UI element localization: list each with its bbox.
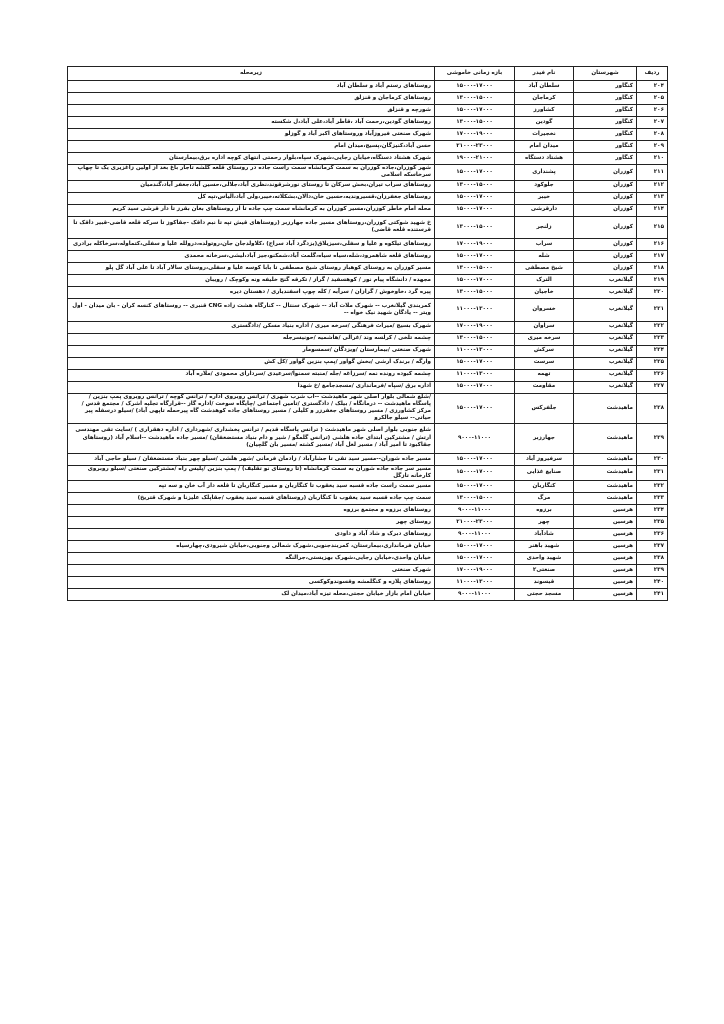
cell-feeder: شهید واحدی [515,553,574,565]
cell-city: ماهیدشت [574,453,637,465]
cell-radif: ۲۳۴ [637,505,668,517]
table-row [68,141,668,153]
cell-city: کنگاور [574,105,637,117]
cell-area: روستاهای دبرک و شاد آباد و داودی [68,529,435,541]
cell-feeder: شله [515,251,574,263]
table-row [68,239,668,251]
cell-feeder: سرفیروز آباد [515,453,574,465]
table-row [68,299,668,322]
cell-city: هرسین [574,589,637,601]
cell-area: روستای چهر [68,517,435,529]
cell-area: حسن آباد،کنیزگان،پسیج،میدان امام [68,141,435,153]
cell-time-range: ۱۵۰۰۰-۱۷۰۰۰ [435,381,515,393]
cell-time-range: ۱۱۰۰۰-۱۳۰۰۰ [435,299,515,322]
cell-area: روستاهای رستم آباد و سلطان آباد [68,81,435,93]
cell-city: هرسین [574,577,637,589]
cell-time-range: ۱۳۰۰۰-۱۵۰۰۰ [435,180,515,192]
cell-city: کوزران [574,263,637,275]
cell-area: روستاهای قلعه شاهمرود،شله،سیاه سیاه،گلمت آباد،شمکنو،جیز آباد،لیشی،سرخانه محمدی [68,251,435,263]
table-row [68,381,668,393]
table-row [68,577,668,589]
cell-area: شهرک بسیج /میراث فرهنگی /سرخه میری / اداره بنیاد مسکن /دادگستری [68,321,435,333]
table-row [68,589,668,601]
cell-feeder: کرماجان [515,93,574,105]
cell-radif: ۲۱۴ [637,204,668,216]
cell-city: کوزران [574,239,637,251]
cell-city: کوزران [574,204,637,216]
cell-feeder: مرگ [515,493,574,505]
cell-feeder: پشنداری [515,165,574,181]
cell-radif: ۲۱۳ [637,192,668,204]
cell-area: /شلغ شمالی بلوار اصلی شهر ماهیدشت --آب شرب شهری / ترانس روبروی اداره / ترانس کوچه / ترانس روبروی پمپ بنزین /پاسگاه ماهیدشت -- درمانگاه / بیلک / دادگستری /تامین اجتماعی /چایگاه سوخت /اداره گاز --قرارگاه تجلیه اشرک / مجتمع قدس /مرکز کشاورزی / مسیر روستاهای جعفرزر و کلیلی / مسیر روستاهای جاده کوهدشت گاه پیرحمله تاپهی آباد) /سیلو درسفله پیر حیاتی-- سیلو جالکرو [68,393,435,423]
header-feeder: نام فیدر [515,67,574,81]
cell-time-range: ۱۷۰۰۰-۱۹۰۰۰ [435,239,515,251]
cell-feeder: شهید باهنر [515,541,574,553]
cell-area: شهرک صنعتی فیروزآباد وروستاهای اکبر آباد و گوزلو [68,129,435,141]
cell-feeder: جهارزبر [515,423,574,453]
cell-city: هرسین [574,541,637,553]
cell-time-range: ۱۹۰۰۰-۲۱۰۰۰ [435,153,515,165]
cell-city: ماهیدشت [574,481,637,493]
cell-feeder: جلفرکس [515,393,574,423]
cell-city: گیلانغرب [574,321,637,333]
cell-city: هرسین [574,553,637,565]
cell-radif: ۲۰۷ [637,117,668,129]
cell-city: کوزران [574,192,637,204]
cell-city: کنگاور [574,93,637,105]
cell-time-range: ۱۵۰۰۰-۱۷۰۰۰ [435,453,515,465]
cell-city: گیلانغرب [574,333,637,345]
cell-area: شلغ جنوبی بلوار اصلی شهر ماهیدشت ( ترانس پاسگاه قدیم / ترانس پخشداری /شهرداری / اداره دهقراری ) /سایت تقی مهندسی ارتش / مشترکین ابتدای جاده هلشی (ترانس گلمگو / شیر و دام بنیاد مستضعفان) /مسیر جاده ماهیدشت --اسلام آباد (روستاهای جقاکبود تا امیر آباد / مسیر لعل آباد /مسیر کشته /مسیر بان گلچیان) [68,423,435,453]
table-row [68,275,668,287]
cell-time-range: ۱۵۰۰۰-۱۷۰۰۰ [435,192,515,204]
cell-feeder: سلطان آباد [515,81,574,93]
cell-city: هرسین [574,529,637,541]
cell-area: چشمه کبوده رونده نمه /سرزاغه /جله /منبته سمنوا/سرعیدی /سردارای محمودی /ملاره آباد [68,369,435,381]
cell-time-range: ۱۳۰۰۰-۱۵۰۰۰ [435,263,515,275]
cell-radif: ۲۲۳ [637,333,668,345]
cell-time-range: ۱۷۰۰۰-۱۹۰۰۰ [435,565,515,577]
cell-time-range: ۱۳۰۰۰-۱۵۰۰۰ [435,117,515,129]
cell-radif: ۲۲۱ [637,299,668,322]
cell-radif: ۲۱۶ [637,239,668,251]
cell-radif: ۲۴۰ [637,577,668,589]
table-row [68,263,668,275]
cell-city: کوزران [574,165,637,181]
cell-area: شورچه و قنزلق [68,105,435,117]
cell-radif: ۲۳۶ [637,529,668,541]
cell-area: روستاهای پلازه و کنگلمشه وقسوندوکوکسی [68,577,435,589]
cell-city: کنگاور [574,81,637,93]
cell-area: روستاهای گودین،رحمت آباد ،قاطر آباد،علی آباد،ل شکسته [68,117,435,129]
cell-radif: ۲۱۹ [637,275,668,287]
cell-time-range: ۱۵۰۰۰-۱۷۰۰۰ [435,553,515,565]
cell-radif: ۲۲۷ [637,381,668,393]
cell-time-range: ۹۰۰۰-۱۱۰۰۰ [435,589,515,601]
cell-radif: ۲۲۲ [637,321,668,333]
cell-city: گیلانغرب [574,369,637,381]
table-row [68,393,668,423]
cell-radif: ۲۲۸ [637,393,668,423]
cell-area: روستاهای کرماجان و قنزلق [68,93,435,105]
cell-city: گیلانغرب [574,381,637,393]
cell-time-range: ۱۵۰۰۰-۱۷۰۰۰ [435,275,515,287]
cell-area: شهرک هشتاد دستگاه،خیابان رجایی،شهرک سپاه،بلوار رحمتی انتهای کوچه اداره برق،بیمارستان [68,153,435,165]
cell-feeder: شیخ مصطفی [515,263,574,275]
cell-radif: ۲۳۰ [637,453,668,465]
cell-feeder: کشاورز [515,105,574,117]
cell-feeder: مسجد حجتی [515,589,574,601]
cell-city: گیلانغرب [574,287,637,299]
cell-time-range: ۱۵۰۰۰-۱۷۰۰۰ [435,481,515,493]
cell-city: هرسین [574,505,637,517]
cell-city: کوزران [574,180,637,192]
cell-time-range: ۹۰۰۰-۱۱۰۰۰ [435,505,515,517]
cell-time-range: ۱۵۰۰۰-۱۷۰۰۰ [435,465,515,481]
table-row [68,465,668,481]
cell-radif: ۲۰۶ [637,105,668,117]
cell-area: روستاهای سراب تیران،بخش سرکان تا روستای نورشرقوند،نظری آباد،جلالی،حسین آباد،جعفر آباد،گندمیان [68,180,435,192]
cell-time-range: ۱۱۰۰۰-۱۳۰۰۰ [435,369,515,381]
table-row [68,129,668,141]
cell-time-range: ۱۵۰۰۰-۱۷۰۰۰ [435,251,515,263]
cell-city: کوزران [574,216,637,239]
table-row [68,117,668,129]
table-row [68,192,668,204]
table-row [68,93,668,105]
cell-time-range: ۲۱۰۰۰-۲۳۰۰۰ [435,517,515,529]
table-row [68,517,668,529]
cell-area: مسیر کوزران به روستای کوهباز روستای شیخ مصطفی تا بابا کوسه علیا و سفلی،روستای سالار آباد تا علی آباد گل پلو [68,263,435,275]
cell-time-range: ۱۵۰۰۰-۱۷۰۰۰ [435,165,515,181]
cell-area: مسیر سر جاده جاده شوران به سمت کرمانشاه (تا روستای نو تقلیف) / پمپ بنزین /پلیس راه /مشترکین صنعتی /سیلو روبروی کارخانه تازگل [68,465,435,481]
schedule-sheet [67,66,667,601]
table-row [68,369,668,381]
cell-radif: ۲۲۹ [637,423,668,453]
table-row [68,541,668,553]
table-row [68,423,668,453]
header-area: زیرمحله [68,67,435,81]
table-row [68,553,668,565]
cell-area: محله امام خاطر کوزران،مسیر کوزران به کرمانشاه سمت چپ جاده تا از روستاهای بغان بقرز تا دار قرشی سید کریم [68,204,435,216]
cell-time-range: ۱۳۰۰۰-۱۵۰۰۰ [435,216,515,239]
table-row [68,180,668,192]
table-row [68,287,668,299]
table-row [68,529,668,541]
cell-feeder: میدان امام [515,141,574,153]
cell-area: پیره گرد ،خاوخوش / گرازان / سرآبه / کله چوپ اسفندیاری / دهستان دیره [68,287,435,299]
table-body [68,81,668,601]
cell-city: هرسین [574,517,637,529]
cell-city: گیلانغرب [574,275,637,287]
cell-city: کنگاور [574,129,637,141]
table-row [68,204,668,216]
cell-feeder: الترک [515,275,574,287]
cell-time-range: ۱۵۰۰۰-۱۷۰۰۰ [435,541,515,553]
cell-radif: ۲۱۲ [637,180,668,192]
table-row [68,565,668,577]
cell-time-range: ۱۷۰۰۰-۱۹۰۰۰ [435,321,515,333]
cell-feeder: سراب [515,239,574,251]
cell-city: کنگاور [574,153,637,165]
table-row [68,505,668,517]
table-row [68,165,668,181]
cell-time-range: ۱۵۰۰۰-۱۷۰۰۰ [435,81,515,93]
cell-radif: ۲۱۱ [637,165,668,181]
cell-area: چشمه تلخی / کرلسه وند /غرالی /هاشمیه /حونیسرجله [68,333,435,345]
cell-feeder: مقاومت [515,381,574,393]
table-row [68,321,668,333]
cell-time-range: ۱۷۰۰۰-۱۹۰۰۰ [435,129,515,141]
cell-time-range: ۱۱۰۰۰-۱۳۰۰۰ [435,345,515,357]
cell-time-range: ۱۳۰۰۰-۱۵۰۰۰ [435,333,515,345]
cell-radif: ۲۳۱ [637,465,668,481]
cell-radif: ۲۳۹ [637,565,668,577]
cell-area: خیابان فرمانداری،بیمارستان، کمربندجنوبی،شهرک شمالی وجنوبی،خیابان شیرودی،چهارسیاه [68,541,435,553]
cell-radif: ۲۴۱ [637,589,668,601]
cell-area: خ شهید شوکتی کوزران،روستاهای مسیر جاده جهارزبر (روستاهای قیش تپه تا نبم داقک -جقاکوز تا سرکه قلعه قاضی-قبیر داقک تا قرستنده قلعه قاضی) [68,216,435,239]
outage-schedule-table [67,66,668,601]
cell-feeder: خسروان [515,299,574,322]
cell-area: مسیر سمت راست جاده قسبه سید یعقوب تا کنگاربان و مسیر کنگاربان تا قلعه دار آب خان و سه تپه [68,481,435,493]
table-row [68,216,668,239]
cell-feeder: چهر [515,517,574,529]
cell-feeder: صنعتی۲ [515,565,574,577]
cell-time-range: ۹۰۰۰-۱۱۰۰۰ [435,423,515,453]
cell-feeder: قیسوند [515,577,574,589]
cell-area: شهر کوزران،جاده کوزران به سمت کرمانشاه سمت راست جاده در روستای قلعه گلشه تاجار باغ بعد از اولین زاغزیری یک تا چهاپ سرخاسکه اسلامی [68,165,435,181]
table-row [68,481,668,493]
cell-feeder: تهمه [515,369,574,381]
header-city: شهرستان [574,67,637,81]
cell-radif: ۲۲۴ [637,345,668,357]
cell-radif: ۲۱۸ [637,263,668,275]
cell-city: ماهیدشت [574,393,637,423]
cell-feeder: نخجیرات [515,129,574,141]
cell-radif: ۲۲۵ [637,357,668,369]
cell-area: وارگه / برندک ارشی /بخش گواور /پمپ بنزین گواور /کل کش [68,357,435,369]
cell-feeder: خیبر [515,192,574,204]
cell-city: گیلانغرب [574,357,637,369]
cell-area: مسیر جاده شوران--مسیر سید تقی تا جشارآباد / زادمان فرمانی /شهر هلشی /سیلو چهر بنیاد مستضعفان / سیلو حاجی آباد [68,453,435,465]
cell-time-range: ۱۳۰۰۰-۱۵۰۰۰ [435,287,515,299]
cell-radif: ۲۰۹ [637,141,668,153]
cell-feeder: هشتاد دستگاه [515,153,574,165]
table-row [68,333,668,345]
cell-area: کمربندی گیلانغرب -- شهرک ملات آباد -- شهرک سنتال -- کنارگاه هشت زاده CNG قنبری -- روستاهای کنسه کران - بان میدان - اول ویتر -- یادگان شهید نیک خواه -- [68,299,435,322]
cell-radif: ۲۳۵ [637,517,668,529]
cell-feeder: خاجیان [515,287,574,299]
table-row [68,453,668,465]
cell-time-range: ۱۳۰۰۰-۱۵۰۰۰ [435,93,515,105]
table-row [68,345,668,357]
cell-area: خیابان واحدی،خیابان رجایی،شهرک بهزیستی،جرالنگه [68,553,435,565]
cell-feeder: سرست [515,357,574,369]
cell-city: گیلانغرب [574,345,637,357]
cell-feeder: سرکش [515,345,574,357]
cell-time-range: ۹۰۰۰-۱۱۰۰۰ [435,529,515,541]
table-row [68,105,668,117]
cell-radif: ۲۳۲ [637,481,668,493]
cell-city: کنگاور [574,117,637,129]
cell-radif: ۲۳۸ [637,553,668,565]
cell-feeder: جلوکود [515,180,574,192]
header-radif: ردیف [637,67,668,81]
cell-city: ماهیدشت [574,465,637,481]
cell-feeder: دارقرشی [515,204,574,216]
cell-feeder: صنایع غذایی [515,465,574,481]
cell-time-range: ۱۵۰۰۰-۱۷۰۰۰ [435,204,515,216]
table-row [68,81,668,93]
cell-radif: ۲۳۳ [637,493,668,505]
cell-feeder: کنگاربان [515,481,574,493]
cell-radif: ۲۰۵ [637,93,668,105]
cell-area: روستاهای تیلکوه و علیا و سفلی،سیزیلاق(یزدگرد آباد سراج) ،کلاولدجان جان،روتولده،درولله علیا و سفلی،کتماوله،سرخاکله برادری [68,239,435,251]
cell-city: کوزران [574,251,637,263]
cell-area: مجهده / دانشگاه پیام نور / کوهسفید / گراز / تکرقه گنج خلیفه ونه وکوچک / رویبان [68,275,435,287]
cell-feeder: گودین [515,117,574,129]
cell-area: روستاهای برزوه و مجتمع برزوه [68,505,435,517]
cell-feeder: سراوان [515,321,574,333]
cell-city: ماهیدشت [574,493,637,505]
cell-radif: ۲۰۸ [637,129,668,141]
cell-area: شهرک صنعتی /بیمارستان /ویزدگان /سمسومار [68,345,435,357]
cell-radif: ۲۰۴ [637,81,668,93]
table-row [68,357,668,369]
cell-time-range: ۱۵۰۰۰-۱۷۰۰۰ [435,105,515,117]
cell-area: سمت چپ جاده قسبه سید یعقوب تا کنگاربان (روستاهای قسبه سید یعقوب /جقاپلک علیزنا و شهرک قتریخ) [68,493,435,505]
cell-feeder: زلنجر [515,216,574,239]
cell-radif: ۲۳۷ [637,541,668,553]
cell-radif: ۲۱۰ [637,153,668,165]
cell-time-range: ۱۳۰۰۰-۱۵۰۰۰ [435,493,515,505]
cell-time-range: ۱۵۰۰۰-۱۷۰۰۰ [435,357,515,369]
cell-radif: ۲۱۷ [637,251,668,263]
cell-city: ماهیدشت [574,423,637,453]
cell-radif: ۲۲۰ [637,287,668,299]
header-time-range: بازه زمانی خاموشی [435,67,515,81]
cell-time-range: ۲۱۰۰۰-۲۳۰۰۰ [435,141,515,153]
cell-radif: ۲۲۶ [637,369,668,381]
cell-city: کنگاور [574,141,637,153]
cell-time-range: ۱۵۰۰۰-۱۷۰۰۰ [435,393,515,423]
cell-feeder: شادآباد [515,529,574,541]
cell-area: روستاهای جعفرزان،قسیروندیه،حسین خان،دالان،بشکلاته،خیبر،ولی آباد،الیاس،تپه کل [68,192,435,204]
table-row [68,251,668,263]
cell-city: هرسین [574,565,637,577]
cell-feeder: سرخه میری [515,333,574,345]
cell-feeder: برزوه [515,505,574,517]
cell-city: گیلانغرب [574,299,637,322]
cell-area: خیابان امام بازار خیابان حجتی،محله تیزه آباد،میدان لک [68,589,435,601]
cell-radif: ۲۱۵ [637,216,668,239]
cell-area: اداره برق /سپاه /فرمانداری /مسجدجامع /خ شهدا [68,381,435,393]
table-header-row [68,67,668,81]
table-row [68,493,668,505]
cell-area: شهرک صنعتی [68,565,435,577]
table-row [68,153,668,165]
cell-time-range: ۱۱۰۰۰-۱۳۰۰۰ [435,577,515,589]
